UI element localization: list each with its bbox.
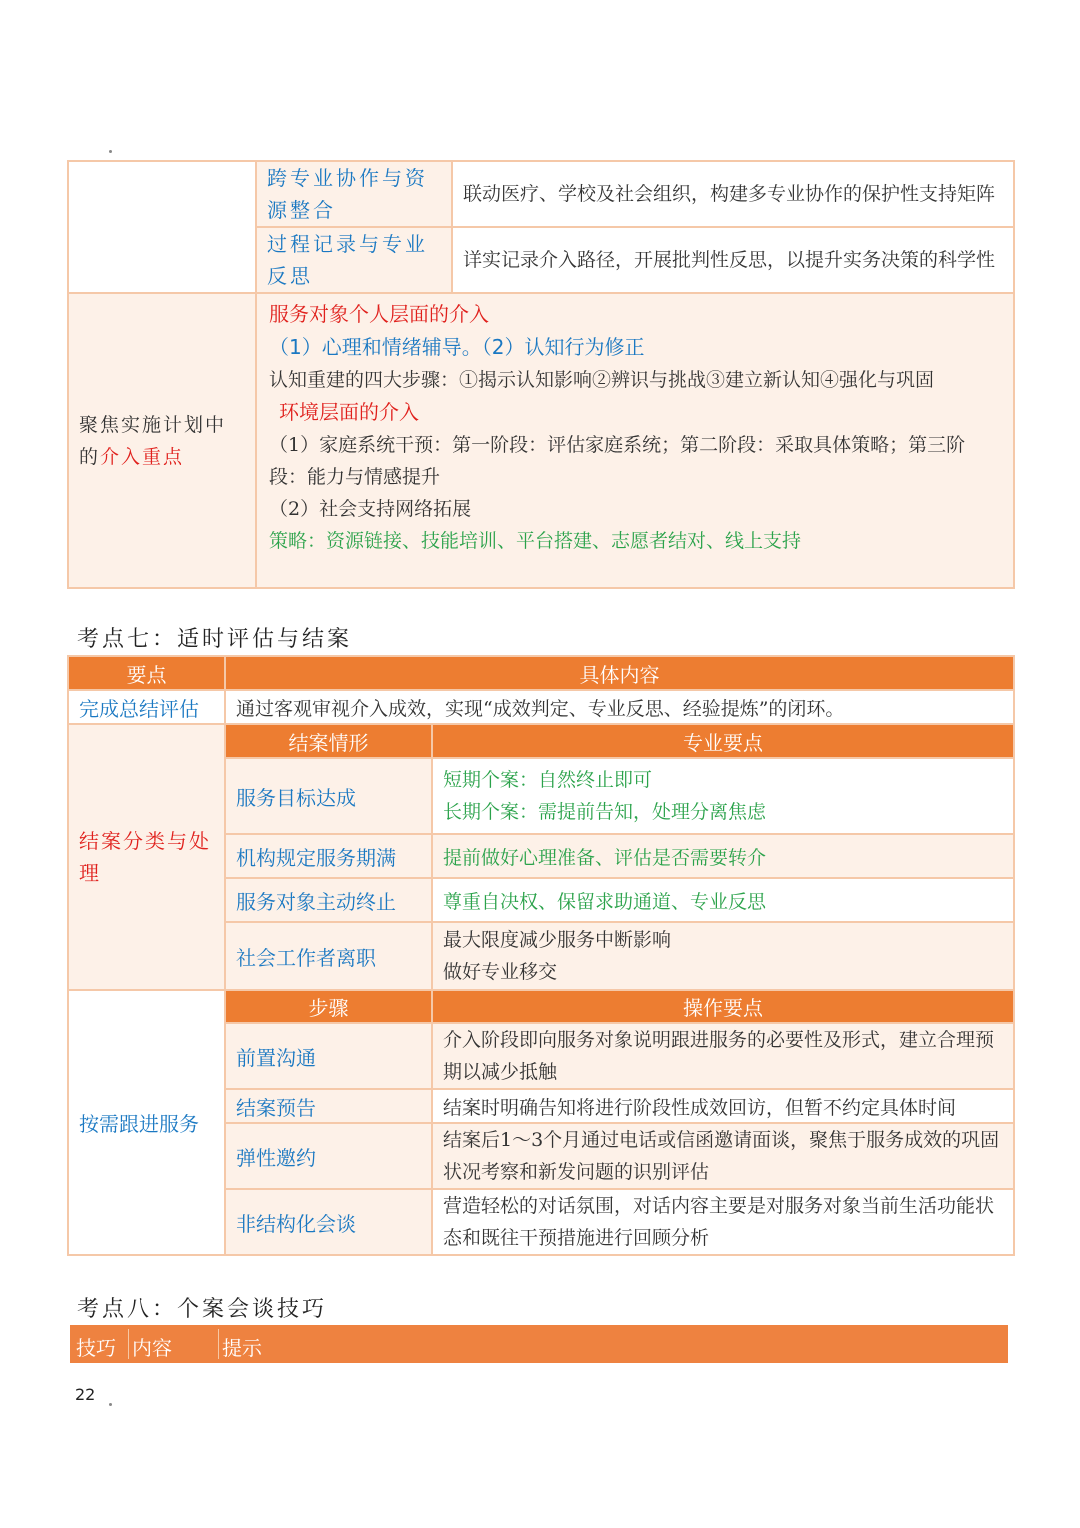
- point-line: 最大限度减少服务中断影响: [443, 929, 672, 951]
- decorative-dot-top: [109, 150, 112, 153]
- step-point-cell: 介入阶段即向服务对象说明跟进服务的必要性及形式，建立合理预期以减少抵触: [432, 1023, 1014, 1089]
- case-cell: 社会工作者离职: [225, 922, 432, 990]
- focus-line-1: 服务对象个人层面的介入: [269, 302, 489, 326]
- step-point-cell: 结案后1～3个月通过电话或信函邀请面谈，聚焦于服务成效的巩固状况考察和新发问题的识别评估: [432, 1123, 1014, 1189]
- summary-label: 完成总结评估: [68, 690, 225, 724]
- point-cell: 提前做好心理准备、评估是否需要转介: [432, 834, 1014, 878]
- sub-header-row: [68, 724, 1014, 758]
- step-point-cell: 结案时明确告知将进行阶段性成效回访，但暂不约定具体时间: [432, 1089, 1014, 1123]
- table-row: [68, 690, 1014, 724]
- decorative-dot-bottom: [109, 1403, 112, 1406]
- focus-label-pre: 聚焦实施计划中的: [79, 413, 227, 468]
- focus-line-2: （1）心理和情绪辅导。（2）认知行为修正: [269, 335, 645, 359]
- focus-line-5: （1）家庭系统干预：第一阶段：评估家庭系统；第二阶段：采取具体策略；第三阶段：能力与情感提升: [269, 434, 966, 488]
- intervention-table: [67, 160, 1015, 589]
- point-line: 长期个案：需提前告知，处理分离焦虑: [443, 801, 767, 823]
- summary-content: 通过客观审视介入成效，实现“成效判定、专业反思、经验提炼”的闭环。: [225, 690, 1014, 724]
- closing-table: [67, 655, 1015, 1256]
- content-cell: [452, 161, 1014, 227]
- sub-header-cell: 操作要点: [432, 990, 1014, 1023]
- content-cell: [452, 227, 1014, 293]
- point-cell: [432, 922, 1014, 990]
- header-divider: [128, 1329, 129, 1359]
- step-cell: 结案预告: [225, 1089, 432, 1123]
- header-divider: [218, 1329, 219, 1359]
- closing-label: 结案分类与处理: [79, 829, 211, 885]
- closing-label-cell: [68, 724, 225, 990]
- row-label: 跨专业协作与资源整合: [267, 166, 428, 222]
- header-cell: 要点: [68, 656, 225, 690]
- page-number: 22: [75, 1385, 96, 1404]
- sub-header-cell: 步骤: [225, 990, 432, 1023]
- followup-label: 按需跟进服务: [79, 1112, 199, 1136]
- label-cell: [256, 161, 452, 227]
- focus-label-cell: [68, 293, 256, 588]
- table-row: [68, 161, 1014, 227]
- header-cell: 内容: [132, 1336, 172, 1360]
- step-cell: 非结构化会谈: [225, 1189, 432, 1255]
- table-row: [68, 293, 1014, 588]
- section-7-title: 考点七：适时评估与结案: [77, 627, 353, 652]
- point-line: 做好专业移交: [443, 961, 558, 983]
- focus-content-cell: [256, 293, 1014, 588]
- step-cell: 前置沟通: [225, 1023, 432, 1089]
- step-cell: 弹性邀约: [225, 1123, 432, 1189]
- case-cell: 机构规定服务期满: [225, 834, 432, 878]
- focus-label-highlight: 介入重点: [100, 445, 185, 468]
- row-content: 详实记录介入路径，开展批判性反思，以提升实务决策的科学性: [463, 249, 996, 271]
- case-cell: 服务对象主动终止: [225, 878, 432, 922]
- point-cell: 尊重自决权、保留求助通道、专业反思: [432, 878, 1014, 922]
- row-content: 联动医疗、学校及社会组织，构建多专业协作的保护性支持矩阵: [463, 183, 996, 205]
- header-cell: 提示: [222, 1336, 262, 1360]
- empty-label-cell: [68, 161, 256, 293]
- step-point-cell: 营造轻松的对话氛围，对话内容主要是对服务对象当前生活功能状态和既往干预措施进行回顾分析: [432, 1189, 1014, 1255]
- point-line: 短期个案：自然终止即可: [443, 769, 653, 791]
- point-cell: [432, 758, 1014, 834]
- followup-label-cell: [68, 990, 225, 1255]
- section-8-header-bar: [70, 1325, 1008, 1363]
- sub-header-cell: 结案情形: [225, 724, 432, 758]
- sub-header-cell: 专业要点: [432, 724, 1014, 758]
- focus-line-4: 环境层面的介入: [279, 400, 419, 424]
- table-header-row: [68, 656, 1014, 690]
- focus-label: [79, 409, 245, 473]
- focus-line-7: 策略：资源链接、技能培训、平台搭建、志愿者结对、线上支持: [269, 530, 802, 552]
- header-cell: 技巧: [76, 1336, 116, 1360]
- label-cell: [256, 227, 452, 293]
- sub-header-row: [68, 990, 1014, 1023]
- header-cell: 具体内容: [225, 656, 1014, 690]
- row-label: 过程记录与专业反思: [267, 232, 428, 288]
- case-cell: 服务目标达成: [225, 758, 432, 834]
- section-8-title: 考点八：个案会谈技巧: [77, 1297, 328, 1322]
- focus-line-3: 认知重建的四大步骤：①揭示认知影响②辨识与挑战③建立新认知④强化与巩固: [269, 369, 935, 391]
- focus-line-6: （2）社会支持网络拓展: [269, 498, 472, 520]
